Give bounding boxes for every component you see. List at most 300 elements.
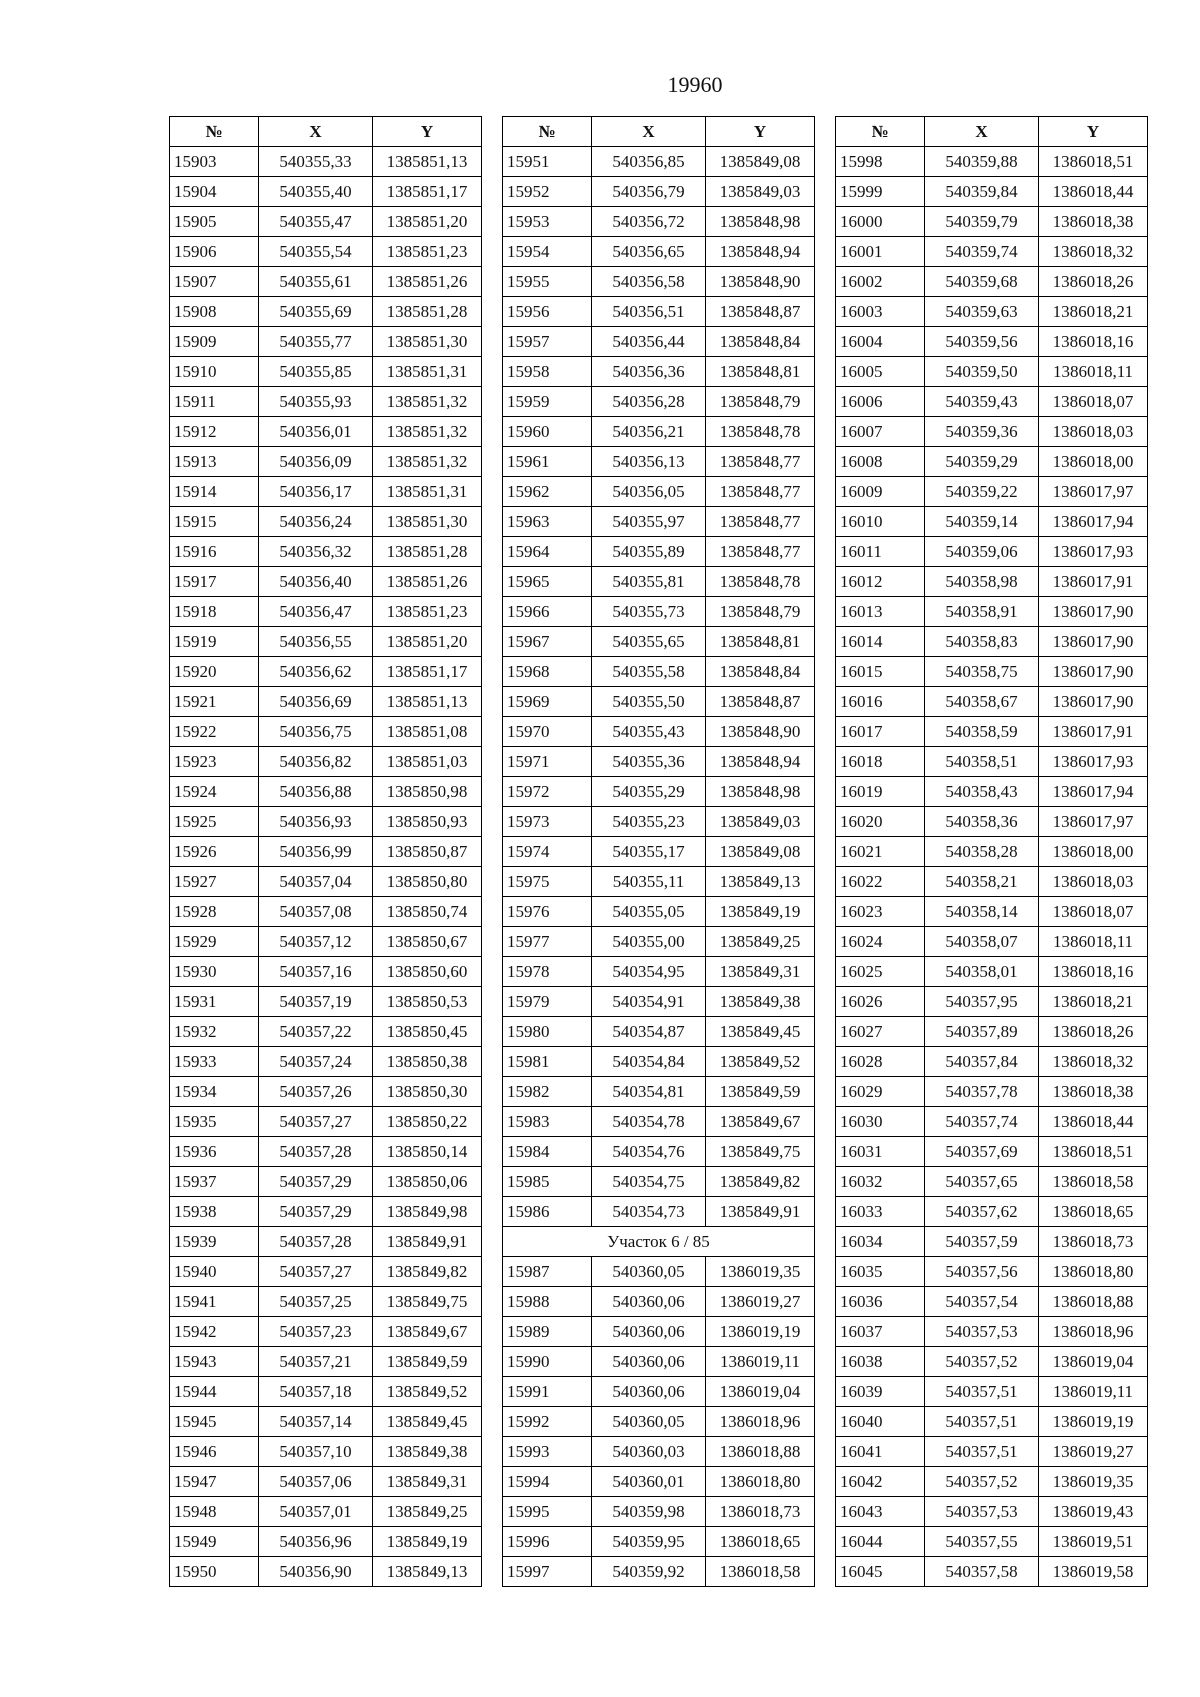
y-coordinate-cell: 1386018,11: [1039, 357, 1148, 387]
x-coordinate-cell: 540357,04: [259, 867, 373, 897]
table-row: [503, 1077, 815, 1107]
point-number-cell: 15939: [170, 1227, 259, 1257]
y-coordinate-cell: 1386017,97: [1039, 477, 1148, 507]
section-label: Участок 6 / 85: [503, 1227, 815, 1257]
y-coordinate-cell: 1385850,38: [373, 1047, 482, 1077]
point-number-cell: 16028: [836, 1047, 925, 1077]
table-row: [836, 1047, 1148, 1077]
x-coordinate-cell: 540356,13: [592, 447, 706, 477]
y-coordinate-cell: 1385850,67: [373, 927, 482, 957]
table-row: [836, 1527, 1148, 1557]
point-number-cell: 16000: [836, 207, 925, 237]
table-row: [170, 207, 482, 237]
point-number-cell: 16014: [836, 627, 925, 657]
point-number-cell: 16021: [836, 837, 925, 867]
table-row: [836, 777, 1148, 807]
table-row: [170, 1467, 482, 1497]
point-number-cell: 16023: [836, 897, 925, 927]
y-coordinate-cell: 1385849,82: [706, 1167, 815, 1197]
table-row: [836, 867, 1148, 897]
y-coordinate-cell: 1386017,93: [1039, 747, 1148, 777]
x-coordinate-cell: 540360,03: [592, 1437, 706, 1467]
point-number-cell: 15906: [170, 237, 259, 267]
table-row: [170, 777, 482, 807]
table-row: [836, 297, 1148, 327]
x-coordinate-cell: 540358,28: [925, 837, 1039, 867]
table-row: [503, 477, 815, 507]
y-coordinate-cell: 1386018,07: [1039, 897, 1148, 927]
y-coordinate-cell: 1385851,31: [373, 477, 482, 507]
point-number-cell: 15916: [170, 537, 259, 567]
y-coordinate-cell: 1385849,82: [373, 1257, 482, 1287]
point-number-cell: 15976: [503, 897, 592, 927]
x-coordinate-cell: 540359,98: [592, 1497, 706, 1527]
y-coordinate-cell: 1386018,11: [1039, 927, 1148, 957]
point-number-cell: 16006: [836, 387, 925, 417]
table-row: [503, 927, 815, 957]
x-coordinate-cell: 540360,06: [592, 1347, 706, 1377]
point-number-cell: 15910: [170, 357, 259, 387]
x-coordinate-cell: 540355,85: [259, 357, 373, 387]
y-coordinate-cell: 1385849,19: [706, 897, 815, 927]
y-coordinate-cell: 1386017,90: [1039, 687, 1148, 717]
y-coordinate-cell: 1386018,32: [1039, 237, 1148, 267]
y-coordinate-cell: 1385849,13: [373, 1557, 482, 1587]
x-coordinate-cell: 540358,21: [925, 867, 1039, 897]
table-row: [503, 1257, 815, 1287]
table-row: [836, 447, 1148, 477]
x-coordinate-cell: 540356,85: [592, 147, 706, 177]
y-coordinate-cell: 1386017,90: [1039, 657, 1148, 687]
point-number-cell: 15975: [503, 867, 592, 897]
point-number-cell: 15987: [503, 1257, 592, 1287]
table-row: [836, 1017, 1148, 1047]
x-coordinate-cell: 540357,18: [259, 1377, 373, 1407]
point-number-cell: 15919: [170, 627, 259, 657]
table-row: [170, 1347, 482, 1377]
x-coordinate-cell: 540359,36: [925, 417, 1039, 447]
point-number-cell: 15998: [836, 147, 925, 177]
table-row: [503, 1497, 815, 1527]
x-coordinate-cell: 540356,17: [259, 477, 373, 507]
table-body: [836, 147, 1148, 1587]
table-row: [170, 1257, 482, 1287]
table-row: [836, 537, 1148, 567]
point-number-cell: 15948: [170, 1497, 259, 1527]
x-coordinate-cell: 540357,01: [259, 1497, 373, 1527]
table-body: [503, 147, 815, 1587]
table-row: [503, 1437, 815, 1467]
point-number-cell: 15925: [170, 807, 259, 837]
table-row: [503, 867, 815, 897]
y-coordinate-cell: 1385851,23: [373, 597, 482, 627]
table-row: [836, 717, 1148, 747]
point-number-cell: 15949: [170, 1527, 259, 1557]
y-coordinate-cell: 1385850,22: [373, 1107, 482, 1137]
table-row: [170, 747, 482, 777]
x-coordinate-cell: 540357,29: [259, 1197, 373, 1227]
x-coordinate-cell: 540360,05: [592, 1257, 706, 1287]
table-row: [836, 1317, 1148, 1347]
point-number-cell: 16024: [836, 927, 925, 957]
point-number-cell: 15963: [503, 507, 592, 537]
point-number-cell: 15938: [170, 1197, 259, 1227]
y-coordinate-cell: 1385848,79: [706, 387, 815, 417]
table-row: [836, 987, 1148, 1017]
point-number-cell: 16010: [836, 507, 925, 537]
point-number-cell: 15931: [170, 987, 259, 1017]
column-header-number: №: [503, 117, 592, 147]
table-row: [836, 1497, 1148, 1527]
table-row: [503, 1467, 815, 1497]
x-coordinate-cell: 540356,82: [259, 747, 373, 777]
point-number-cell: 15942: [170, 1317, 259, 1347]
y-coordinate-cell: 1385849,08: [706, 837, 815, 867]
y-coordinate-cell: 1386018,26: [1039, 1017, 1148, 1047]
y-coordinate-cell: 1386017,91: [1039, 717, 1148, 747]
x-coordinate-cell: 540357,58: [925, 1557, 1039, 1587]
y-coordinate-cell: 1385848,84: [706, 657, 815, 687]
y-coordinate-cell: 1386019,04: [1039, 1347, 1148, 1377]
y-coordinate-cell: 1385850,30: [373, 1077, 482, 1107]
x-coordinate-cell: 540357,12: [259, 927, 373, 957]
point-number-cell: 15977: [503, 927, 592, 957]
table-row: [836, 327, 1148, 357]
point-number-cell: 15912: [170, 417, 259, 447]
y-coordinate-cell: 1385850,45: [373, 1017, 482, 1047]
x-coordinate-cell: 540355,93: [259, 387, 373, 417]
y-coordinate-cell: 1386018,88: [706, 1437, 815, 1467]
x-coordinate-cell: 540354,91: [592, 987, 706, 1017]
x-coordinate-cell: 540357,22: [259, 1017, 373, 1047]
column-header-y: Y: [706, 117, 815, 147]
x-coordinate-cell: 540356,44: [592, 327, 706, 357]
table-row: [170, 1287, 482, 1317]
table-row: [836, 627, 1148, 657]
point-number-cell: 16030: [836, 1107, 925, 1137]
table-row: [503, 687, 815, 717]
table-body: [170, 147, 482, 1587]
table-row: [170, 807, 482, 837]
x-coordinate-cell: 540359,84: [925, 177, 1039, 207]
y-coordinate-cell: 1385851,26: [373, 267, 482, 297]
y-coordinate-cell: 1386018,80: [706, 1467, 815, 1497]
x-coordinate-cell: 540357,21: [259, 1347, 373, 1377]
x-coordinate-cell: 540357,95: [925, 987, 1039, 1017]
y-coordinate-cell: 1385851,23: [373, 237, 482, 267]
x-coordinate-cell: 540359,88: [925, 147, 1039, 177]
point-number-cell: 16038: [836, 1347, 925, 1377]
point-number-cell: 15958: [503, 357, 592, 387]
point-number-cell: 16031: [836, 1137, 925, 1167]
table-row: [170, 297, 482, 327]
table-row: [503, 1557, 815, 1587]
table-row: [170, 237, 482, 267]
x-coordinate-cell: 540359,63: [925, 297, 1039, 327]
y-coordinate-cell: 1385851,30: [373, 327, 482, 357]
point-number-cell: 16003: [836, 297, 925, 327]
table-row: [503, 387, 815, 417]
x-coordinate-cell: 540358,51: [925, 747, 1039, 777]
table-row: [503, 597, 815, 627]
point-number-cell: 15997: [503, 1557, 592, 1587]
point-number-cell: 15994: [503, 1467, 592, 1497]
table-row: [836, 1467, 1148, 1497]
y-coordinate-cell: 1385848,90: [706, 267, 815, 297]
table-row: [503, 1527, 815, 1557]
y-coordinate-cell: 1386018,00: [1039, 837, 1148, 867]
y-coordinate-cell: 1385849,67: [373, 1317, 482, 1347]
y-coordinate-cell: 1385848,77: [706, 537, 815, 567]
point-number-cell: 15904: [170, 177, 259, 207]
table-row: [170, 267, 482, 297]
table-row: [836, 477, 1148, 507]
point-number-cell: 15954: [503, 237, 592, 267]
y-coordinate-cell: 1385850,87: [373, 837, 482, 867]
point-number-cell: 16025: [836, 957, 925, 987]
y-coordinate-cell: 1385849,03: [706, 807, 815, 837]
table-row: [503, 987, 815, 1017]
point-number-cell: 16027: [836, 1017, 925, 1047]
table-row: [503, 747, 815, 777]
y-coordinate-cell: 1386018,88: [1039, 1287, 1148, 1317]
y-coordinate-cell: 1385849,75: [373, 1287, 482, 1317]
table-row: [170, 477, 482, 507]
point-number-cell: 15924: [170, 777, 259, 807]
table-row: [836, 417, 1148, 447]
point-number-cell: 15922: [170, 717, 259, 747]
x-coordinate-cell: 540356,96: [259, 1527, 373, 1557]
x-coordinate-cell: 540359,56: [925, 327, 1039, 357]
point-number-cell: 16034: [836, 1227, 925, 1257]
x-coordinate-cell: 540358,14: [925, 897, 1039, 927]
x-coordinate-cell: 540355,23: [592, 807, 706, 837]
x-coordinate-cell: 540357,29: [259, 1167, 373, 1197]
table-row: [503, 447, 815, 477]
point-number-cell: 15937: [170, 1167, 259, 1197]
table-row: [170, 447, 482, 477]
point-number-cell: 15970: [503, 717, 592, 747]
point-number-cell: 15983: [503, 1107, 592, 1137]
y-coordinate-cell: 1385848,84: [706, 327, 815, 357]
table-row: [503, 357, 815, 387]
table-header-row: [170, 117, 482, 147]
point-number-cell: 15915: [170, 507, 259, 537]
y-coordinate-cell: 1386018,38: [1039, 207, 1148, 237]
y-coordinate-cell: 1385849,59: [373, 1347, 482, 1377]
y-coordinate-cell: 1385850,06: [373, 1167, 482, 1197]
table-row: [503, 177, 815, 207]
x-coordinate-cell: 540357,28: [259, 1137, 373, 1167]
x-coordinate-cell: 540359,43: [925, 387, 1039, 417]
table-row: [503, 267, 815, 297]
table-row: [170, 657, 482, 687]
y-coordinate-cell: 1385851,32: [373, 387, 482, 417]
table-row: [170, 627, 482, 657]
x-coordinate-cell: 540356,62: [259, 657, 373, 687]
x-coordinate-cell: 540359,68: [925, 267, 1039, 297]
y-coordinate-cell: 1385851,17: [373, 657, 482, 687]
x-coordinate-cell: 540356,09: [259, 447, 373, 477]
y-coordinate-cell: 1386019,11: [1039, 1377, 1148, 1407]
point-number-cell: 16011: [836, 537, 925, 567]
table-row: [170, 837, 482, 867]
point-number-cell: 16037: [836, 1317, 925, 1347]
x-coordinate-cell: 540360,05: [592, 1407, 706, 1437]
coordinates-table-2: [502, 116, 815, 1587]
x-coordinate-cell: 540354,78: [592, 1107, 706, 1137]
x-coordinate-cell: 540356,05: [592, 477, 706, 507]
table-row: [170, 387, 482, 417]
table-row: [503, 327, 815, 357]
point-number-cell: 16040: [836, 1407, 925, 1437]
table-row: [170, 687, 482, 717]
x-coordinate-cell: 540356,32: [259, 537, 373, 567]
table-row: [836, 597, 1148, 627]
x-coordinate-cell: 540355,17: [592, 837, 706, 867]
point-number-cell: 16039: [836, 1377, 925, 1407]
x-coordinate-cell: 540358,43: [925, 777, 1039, 807]
point-number-cell: 16008: [836, 447, 925, 477]
y-coordinate-cell: 1386018,73: [706, 1497, 815, 1527]
x-coordinate-cell: 540360,01: [592, 1467, 706, 1497]
table-row: [836, 1107, 1148, 1137]
table-row: [503, 1347, 815, 1377]
table-row: [170, 927, 482, 957]
point-number-cell: 15966: [503, 597, 592, 627]
x-coordinate-cell: 540356,88: [259, 777, 373, 807]
y-coordinate-cell: 1385848,77: [706, 477, 815, 507]
point-number-cell: 16035: [836, 1257, 925, 1287]
point-number-cell: 15903: [170, 147, 259, 177]
y-coordinate-cell: 1385848,77: [706, 507, 815, 537]
y-coordinate-cell: 1385849,13: [706, 867, 815, 897]
y-coordinate-cell: 1385848,98: [706, 777, 815, 807]
x-coordinate-cell: 540354,95: [592, 957, 706, 987]
y-coordinate-cell: 1385849,52: [373, 1377, 482, 1407]
table-row: [170, 717, 482, 747]
table-row: [836, 567, 1148, 597]
point-number-cell: 15927: [170, 867, 259, 897]
y-coordinate-cell: 1386018,96: [706, 1407, 815, 1437]
x-coordinate-cell: 540357,19: [259, 987, 373, 1017]
table-row: [836, 387, 1148, 417]
x-coordinate-cell: 540357,84: [925, 1047, 1039, 1077]
x-coordinate-cell: 540359,74: [925, 237, 1039, 267]
table-row: [170, 1077, 482, 1107]
y-coordinate-cell: 1386018,00: [1039, 447, 1148, 477]
y-coordinate-cell: 1385851,20: [373, 207, 482, 237]
column-header-x: X: [592, 117, 706, 147]
y-coordinate-cell: 1385848,94: [706, 747, 815, 777]
y-coordinate-cell: 1386018,58: [706, 1557, 815, 1587]
x-coordinate-cell: 540356,28: [592, 387, 706, 417]
x-coordinate-cell: 540356,65: [592, 237, 706, 267]
x-coordinate-cell: 540358,59: [925, 717, 1039, 747]
point-number-cell: 15950: [170, 1557, 259, 1587]
y-coordinate-cell: 1385849,19: [373, 1527, 482, 1557]
y-coordinate-cell: 1385851,32: [373, 417, 482, 447]
point-number-cell: 15993: [503, 1437, 592, 1467]
x-coordinate-cell: 540355,73: [592, 597, 706, 627]
table-row: [836, 957, 1148, 987]
x-coordinate-cell: 540357,62: [925, 1197, 1039, 1227]
y-coordinate-cell: 1386019,51: [1039, 1527, 1148, 1557]
point-number-cell: 15962: [503, 477, 592, 507]
x-coordinate-cell: 540356,55: [259, 627, 373, 657]
table-row: [503, 717, 815, 747]
y-coordinate-cell: 1386019,27: [1039, 1437, 1148, 1467]
table-row: [170, 357, 482, 387]
y-coordinate-cell: 1386017,94: [1039, 777, 1148, 807]
x-coordinate-cell: 540355,54: [259, 237, 373, 267]
x-coordinate-cell: 540355,65: [592, 627, 706, 657]
point-number-cell: 16044: [836, 1527, 925, 1557]
point-number-cell: 15957: [503, 327, 592, 357]
x-coordinate-cell: 540360,06: [592, 1287, 706, 1317]
x-coordinate-cell: 540357,52: [925, 1467, 1039, 1497]
y-coordinate-cell: 1385849,31: [373, 1467, 482, 1497]
x-coordinate-cell: 540356,90: [259, 1557, 373, 1587]
y-coordinate-cell: 1386018,65: [706, 1527, 815, 1557]
x-coordinate-cell: 540359,50: [925, 357, 1039, 387]
point-number-cell: 16029: [836, 1077, 925, 1107]
x-coordinate-cell: 540358,75: [925, 657, 1039, 687]
x-coordinate-cell: 540357,55: [925, 1527, 1039, 1557]
y-coordinate-cell: 1386017,90: [1039, 597, 1148, 627]
x-coordinate-cell: 540357,26: [259, 1077, 373, 1107]
point-number-cell: 16009: [836, 477, 925, 507]
table-header-row: [503, 117, 815, 147]
x-coordinate-cell: 540358,07: [925, 927, 1039, 957]
point-number-cell: 15920: [170, 657, 259, 687]
table-row: [503, 417, 815, 447]
y-coordinate-cell: 1385849,67: [706, 1107, 815, 1137]
y-coordinate-cell: 1385849,03: [706, 177, 815, 207]
x-coordinate-cell: 540355,97: [592, 507, 706, 537]
y-coordinate-cell: 1386019,35: [1039, 1467, 1148, 1497]
table-row: [503, 207, 815, 237]
point-number-cell: 16022: [836, 867, 925, 897]
point-number-cell: 16018: [836, 747, 925, 777]
point-number-cell: 16013: [836, 597, 925, 627]
point-number-cell: 15951: [503, 147, 592, 177]
x-coordinate-cell: 540357,54: [925, 1287, 1039, 1317]
x-coordinate-cell: 540358,91: [925, 597, 1039, 627]
point-number-cell: 15946: [170, 1437, 259, 1467]
y-coordinate-cell: 1386017,93: [1039, 537, 1148, 567]
x-coordinate-cell: 540357,24: [259, 1047, 373, 1077]
table-row: [836, 507, 1148, 537]
table-row: [836, 1077, 1148, 1107]
x-coordinate-cell: 540357,53: [925, 1497, 1039, 1527]
table-row: [836, 147, 1148, 177]
table-row: [503, 1287, 815, 1317]
table-row: [836, 897, 1148, 927]
table-row: [503, 1047, 815, 1077]
y-coordinate-cell: 1386018,16: [1039, 327, 1148, 357]
point-number-cell: 15961: [503, 447, 592, 477]
point-number-cell: 15940: [170, 1257, 259, 1287]
point-number-cell: 15990: [503, 1347, 592, 1377]
table-row: [503, 837, 815, 867]
point-number-cell: 15955: [503, 267, 592, 297]
point-number-cell: 15917: [170, 567, 259, 597]
y-coordinate-cell: 1386018,16: [1039, 957, 1148, 987]
table-row: [170, 1407, 482, 1437]
y-coordinate-cell: 1386018,80: [1039, 1257, 1148, 1287]
point-number-cell: 16015: [836, 657, 925, 687]
